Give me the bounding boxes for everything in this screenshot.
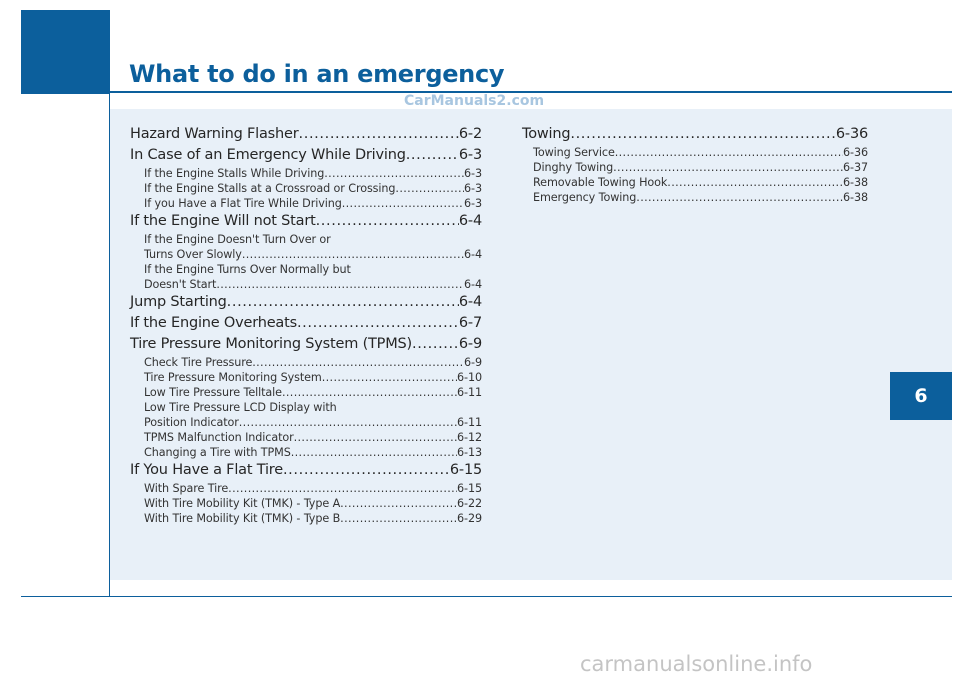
toc-entry-hazard-warning-flasher[interactable]: Hazard Warning Flasher . . . 6-2 — [130, 124, 482, 145]
toc-subentry-doesnt-turn-over-line1[interactable]: If the Engine Doesn't Turn Over or — [144, 233, 331, 246]
chapter-color-block — [21, 10, 109, 94]
toc-subentry-lcd-display-line1[interactable]: Low Tire Pressure LCD Display with — [144, 401, 337, 414]
watermark-carmanuals2: CarManuals2.com — [404, 93, 545, 109]
toc-left-column — [130, 124, 482, 526]
toc-subentry-removable-towing-hook[interactable]: Removable Towing Hook . . . 6-38 — [522, 175, 868, 190]
toc-subentry-tpms-malfunction[interactable]: TPMS Malfunction Indicator . . . 6-12 — [130, 430, 482, 445]
toc-entry-towing[interactable]: Towing . . . 6-36 — [522, 124, 868, 145]
toc-entry-engine-will-not-start[interactable]: If the Engine Will not Start . . . 6-4 — [130, 211, 482, 232]
toc-entry-emergency-while-driving[interactable]: In Case of an Emergency While Driving . . . 6-3 — [130, 145, 482, 166]
toc-subentry-emergency-towing[interactable]: Emergency Towing . . . 6-38 — [522, 190, 868, 205]
toc-subentry-tmk-type-b[interactable]: With Tire Mobility Kit (TMK) - Type B . . . 6-29 — [130, 511, 482, 526]
toc-subentry-changing-tire-tpms[interactable]: Changing a Tire with TPMS . . . 6-13 — [130, 445, 482, 460]
footer-rule — [21, 596, 952, 597]
toc-subentry-doesnt-start[interactable]: Doesn't Start . . . 6-4 — [130, 277, 482, 292]
toc-subentry-dinghy-towing[interactable]: Dinghy Towing . . . 6-37 — [522, 160, 868, 175]
toc-subentry-stalls-crossroad[interactable]: If the Engine Stalls at a Crossroad or Crossing . . . 6-3 — [130, 181, 482, 196]
watermark-carmanualsonline: carmanualsonline.info — [580, 652, 813, 676]
toc-subentry-flat-tire-driving[interactable]: If you Have a Flat Tire While Driving . . . 6-3 — [130, 196, 482, 211]
toc-entry-jump-starting[interactable]: Jump Starting . . . 6-4 — [130, 292, 482, 313]
toc-entry-engine-overheats[interactable]: If the Engine Overheats . . . 6-7 — [130, 313, 482, 334]
page-title: What to do in an emergency — [129, 60, 505, 88]
toc-subentry-engine-stalls[interactable]: If the Engine Stalls While Driving . . . 6-3 — [130, 166, 482, 181]
toc-subentry-position-indicator[interactable]: Position Indicator . . . 6-11 — [130, 415, 482, 430]
toc-right-column — [522, 124, 868, 205]
toc-subentry-towing-service[interactable]: Towing Service . . . 6-36 — [522, 145, 868, 160]
toc-subentry-tmk-type-a[interactable]: With Tire Mobility Kit (TMK) - Type A . . . 6-22 — [130, 496, 482, 511]
toc-subentry-turns-over-normally-line1[interactable]: If the Engine Turns Over Normally but — [144, 263, 351, 276]
toc-subentry-tpms-system[interactable]: Tire Pressure Monitoring System . . . 6-10 — [130, 370, 482, 385]
toc-subentry-turns-over-slowly[interactable]: Turns Over Slowly . . . 6-4 — [130, 247, 482, 262]
toc-subentry-low-pressure-telltale[interactable]: Low Tire Pressure Telltale . . . 6-11 — [130, 385, 482, 400]
toc-subentry-spare-tire[interactable]: With Spare Tire . . . 6-15 — [130, 481, 482, 496]
toc-subentry-check-tire-pressure[interactable]: Check Tire Pressure . . . 6-9 — [130, 355, 482, 370]
toc-entry-tpms[interactable]: Tire Pressure Monitoring System (TPMS) . . . 6-9 — [130, 334, 482, 355]
chapter-tab-6[interactable]: 6 — [890, 372, 952, 420]
toc-entry-flat-tire[interactable]: If You Have a Flat Tire . . . 6-15 — [130, 460, 482, 481]
